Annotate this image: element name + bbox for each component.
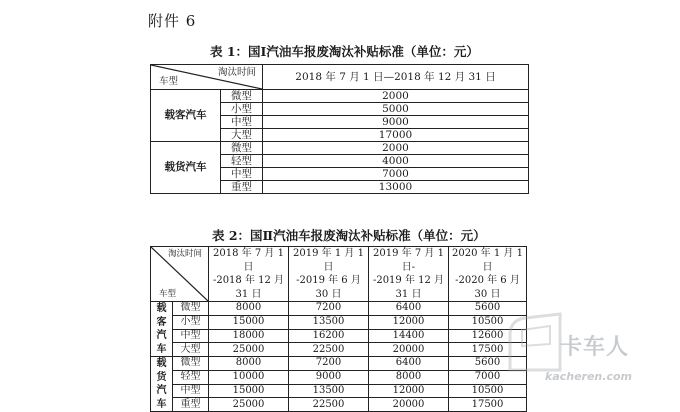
table2-value: 7200 bbox=[289, 302, 369, 316]
table2-value: 20000 bbox=[369, 343, 449, 357]
table2-value: 10500 bbox=[449, 315, 527, 329]
table2-value: 17500 bbox=[449, 398, 527, 412]
table2-value: 8000 bbox=[209, 357, 289, 371]
table1-size: 微型 bbox=[221, 142, 263, 155]
table2-value: 22500 bbox=[289, 398, 369, 412]
table2-period-header bbox=[449, 247, 527, 302]
group-char: 汽 bbox=[156, 385, 167, 396]
table2-value: 12000 bbox=[369, 384, 449, 398]
table1-header-type: 车型 bbox=[159, 75, 179, 87]
table2-value: 15000 bbox=[209, 384, 289, 398]
table2-value: 12000 bbox=[369, 315, 449, 329]
table2-value: 13500 bbox=[289, 315, 369, 329]
table2-value: 15000 bbox=[209, 315, 289, 329]
table1-size: 大型 bbox=[221, 129, 263, 142]
table2-period-header bbox=[209, 247, 289, 302]
table1-group-freight: 载货汽车 bbox=[151, 142, 221, 194]
table1 bbox=[150, 64, 529, 194]
table1-value: 5000 bbox=[263, 103, 529, 116]
table2 bbox=[150, 246, 527, 412]
group-char: 客 bbox=[156, 316, 167, 328]
table2-value: 5600 bbox=[449, 357, 527, 371]
table2-value: 6400 bbox=[369, 357, 449, 371]
table1-value: 13000 bbox=[263, 181, 529, 194]
table2-size: 小型 bbox=[173, 315, 209, 329]
table2-value: 25000 bbox=[209, 398, 289, 412]
period-line1: 2019 年 7 月 1 日- bbox=[373, 248, 444, 273]
table1-value: 7000 bbox=[263, 168, 529, 181]
table2-size: 大型 bbox=[173, 343, 209, 357]
table2-size: 轻型 bbox=[173, 370, 209, 384]
table1-size: 小型 bbox=[221, 103, 263, 116]
table1-period-header: 2018 年 7 月 1 日—2018 年 12 月 31 日 bbox=[263, 65, 529, 90]
table1-value: 4000 bbox=[263, 155, 529, 168]
table2-value: 13500 bbox=[289, 384, 369, 398]
table1-size: 中型 bbox=[221, 168, 263, 181]
table2-size: 中型 bbox=[173, 329, 209, 343]
period-line2: -2018 年 12 月 31 日 bbox=[212, 275, 285, 300]
group-char: 载 bbox=[156, 303, 167, 314]
table1-size: 中型 bbox=[221, 116, 263, 129]
table2-value: 10500 bbox=[449, 384, 527, 398]
table2-value: 18000 bbox=[209, 329, 289, 343]
table2-size: 中型 bbox=[173, 384, 209, 398]
table2-value: 16200 bbox=[289, 329, 369, 343]
table2-value: 14400 bbox=[369, 329, 449, 343]
table2-value: 22500 bbox=[289, 343, 369, 357]
table1-group-passenger: 载客汽车 bbox=[151, 90, 221, 142]
watermark-brand: 卡车人 bbox=[560, 335, 630, 360]
table2-value: 7000 bbox=[449, 370, 527, 384]
table2-value: 7200 bbox=[289, 357, 369, 371]
group-char: 货 bbox=[156, 371, 167, 383]
table2-group-passenger bbox=[151, 302, 173, 357]
group-char: 汽 bbox=[156, 330, 167, 341]
table2-header-time: 淘汰时间 bbox=[167, 249, 202, 259]
table2-group-freight bbox=[151, 357, 173, 412]
period-line2: -2019 年 12 月 31 日 bbox=[372, 275, 445, 300]
table2-title: 表 2：国Ⅱ汽油车报废淘汰补贴标准（单位：元） bbox=[212, 228, 486, 243]
period-line1: 2019 年 1 月 1 日 bbox=[293, 248, 364, 273]
table2-period-header bbox=[289, 247, 369, 302]
table1-size: 轻型 bbox=[221, 155, 263, 168]
table1-value: 17000 bbox=[263, 129, 529, 142]
table2-value: 6400 bbox=[369, 302, 449, 316]
table2-value: 8000 bbox=[369, 370, 449, 384]
period-line2: -2019 年 6 月 30 日 bbox=[296, 275, 361, 300]
table1-size: 微型 bbox=[221, 90, 263, 103]
group-char: 车 bbox=[156, 398, 167, 410]
table1-value: 9000 bbox=[263, 116, 529, 129]
table2-header-type: 车型 bbox=[159, 288, 177, 299]
watermark-url: kacheren.com bbox=[545, 370, 632, 383]
table2-value: 10000 bbox=[209, 370, 289, 384]
table1-diagonal-header bbox=[151, 65, 263, 90]
table2-value: 9000 bbox=[289, 370, 369, 384]
table2-value: 25000 bbox=[209, 343, 289, 357]
period-line1: 2020 年 1 月 1 日 bbox=[452, 248, 523, 273]
table2-value: 5600 bbox=[449, 302, 527, 316]
group-char: 载 bbox=[156, 358, 167, 369]
table2-value: 17500 bbox=[449, 343, 527, 357]
table1-size: 重型 bbox=[221, 181, 263, 194]
table2-size: 微型 bbox=[173, 357, 209, 371]
table2-period-header bbox=[369, 247, 449, 302]
table1-value: 2000 bbox=[263, 90, 529, 103]
table2-size: 微型 bbox=[173, 302, 209, 316]
group-char: 车 bbox=[156, 343, 167, 355]
table2-value: 20000 bbox=[369, 398, 449, 412]
table2-diagonal-header bbox=[151, 247, 209, 302]
table2-value: 12600 bbox=[449, 329, 527, 343]
period-line1: 2018 年 7 月 1 日 bbox=[213, 248, 284, 273]
table2-size: 重型 bbox=[173, 398, 209, 412]
attachment-label: 附件 6 bbox=[148, 12, 197, 30]
period-line2: -2020 年 6 月 30 日 bbox=[455, 275, 520, 300]
table1-title: 表 1：国Ⅰ汽油车报废淘汰补贴标准（单位：元） bbox=[210, 44, 479, 59]
table1-header-time: 淘汰时间 bbox=[217, 67, 256, 78]
table1-value: 2000 bbox=[263, 142, 529, 155]
table2-value: 8000 bbox=[209, 302, 289, 316]
